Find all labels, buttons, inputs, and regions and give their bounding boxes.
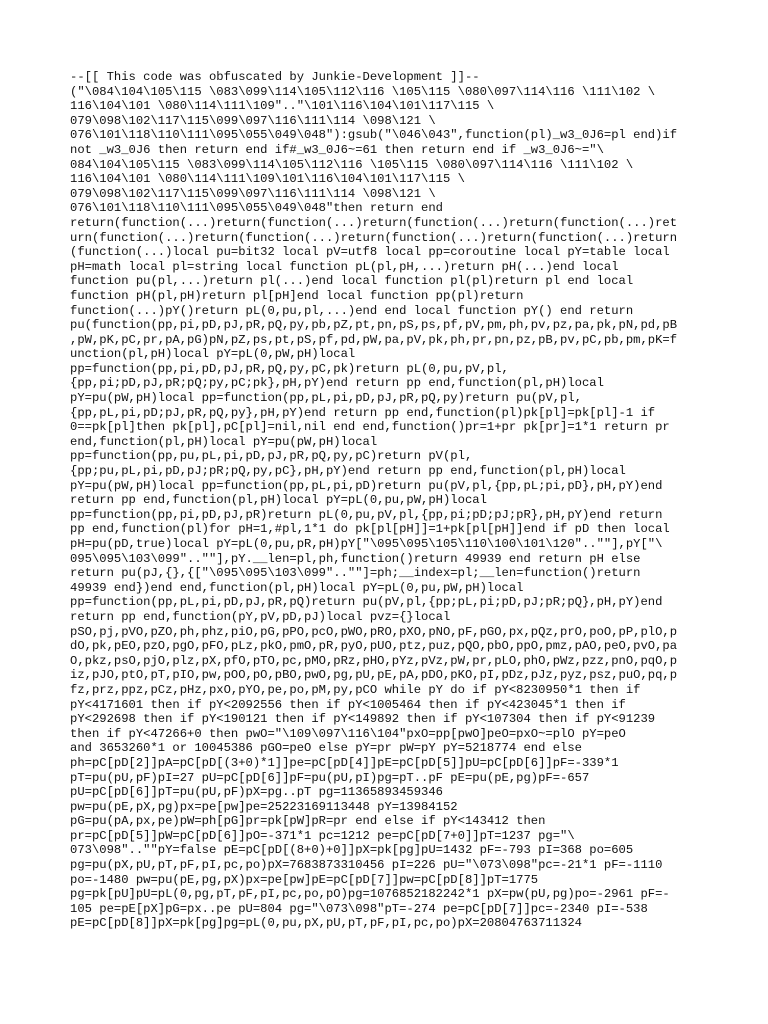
code-line: 095\095\103\099"..""],pY.__len=pl,ph,function()return 49939 end return pH else — [70, 551, 641, 566]
code-line: 073\098"..""pY=false pE=pC[pD[(8+0)+0]]pX=pk[pg]pU=1432 pF=-793 pI=368 po=605 — [70, 843, 634, 858]
code-line: 116\104\101 \080\114\111\109\101\116\104\101\117\115 \ — [70, 172, 465, 187]
code-line: po=-1480 pw=pu(pE,pg,pX)px=pe[pw]pE=pC[pD[7]]pw=pC[pD[8]]pT=1775 — [70, 872, 539, 887]
code-line: pG=pu(pA,px,pe)pW=ph[pG]pr=pk[pW]pR=pr end else if pY<143412 then — [70, 814, 546, 829]
code-line: pp=function(pp,pL,pi,pD,pJ,pR,pQ)return pu(pV,pl,{pp;pL,pi;pD,pJ;pR;pQ},pH,pY)end — [70, 595, 663, 610]
code-line: ("\084\104\105\115 \083\099\114\105\112\116 \105\115 \080\097\114\116 \111\102 \ — [70, 84, 656, 99]
code-line: (function(...)local pu=bit32 local pV=utf8 local pp=coroutine local pY=table local — [70, 245, 670, 260]
code-line: pY<292698 then if pY<190121 then if pY<149892 then if pY<107304 then if pY<91239 — [70, 712, 656, 727]
code-line: pY=pu(pW,pH)local pp=function(pp,pL,pi,pD)return pu(pV,pl,{pp,pL;pi,pD},pH,pY)end — [70, 478, 663, 493]
code-line: 084\104\105\115 \083\099\114\105\112\116 \105\115 \080\097\114\116 \111\102 \ — [70, 157, 634, 172]
code-line: pH=pu(pD,true)local pY=pL(0,pu,pR,pH)pY["\095\095\105\110\100\101\120"..""],pY["\ — [70, 537, 663, 551]
code-line: function pH(pl,pH)return pl[pH]end local function pp(pl)return — [70, 288, 524, 303]
header-comment-line: --[[ This code was obfuscated by Junkie-Development ]]-- — [70, 70, 480, 84]
code-line: 49939 end})end end,function(pl,pH)local pY=pL(0,pu,pW,pH)local — [70, 580, 524, 595]
code-line: iz,pJO,ptO,pT,pIO,pw,pOO,pO,pBO,pwO,pg,pU,pE,pA,pDO,pKO,pI,pDz,pJz,pyz,psz,puO,pq,p — [70, 668, 678, 683]
code-line: pu(function(pp,pi,pD,pJ,pR,pQ,py,pb,pZ,pt,pn,pS,ps,pf,pV,pm,ph,pv,pz,pa,pk,pN,pd,pB — [70, 318, 678, 333]
code-line: 079\098\102\117\115\099\097\116\111\114 \098\121 \ — [70, 186, 436, 201]
code-line: and 3653260*1 or 10045386 pGO=peO else pY=pr pW=pY pY=5218774 end else — [70, 741, 582, 756]
code-line: return pu(pJ,{},{["\095\095\103\099"..""]=ph;__index=pl;__len=function()return — [70, 566, 641, 581]
code-line: pE=pC[pD[8]]pX=pk[pg]pg=pL(0,pu,pX,pU,pT,pF,pI,pc,po)pX=20804763711324 — [70, 916, 582, 931]
code-listing — [70, 70, 710, 931]
code-line: urn(function(...)return(function(...)return(function(...)return(function(...)return — [70, 230, 678, 245]
code-line: pU=pC[pD[6]]pT=pu(pU,pF)pX=pg..pT pg=11365893459346 — [70, 785, 443, 800]
code-line: {pp;pu,pL,pi,pD,pJ;pR;pQ,py,pC},pH,pY)end return pp end,function(pl,pH)local — [70, 464, 626, 479]
code-line: pp end,function(pl)for pH=1,#pl,1*1 do pk[pl[pH]]=1+pk[pl[pH]]end if pD then local — [70, 522, 670, 537]
code-line: pH=math local pl=string local function pL(pl,pH,...)return pH(...)end local — [70, 259, 619, 274]
code-line: O,pkz,psO,pjO,plz,pX,pfO,pTO,pc,pMO,pRz,pHO,pYz,pVz,pW,pr,pLO,phO,pWz,pzz,pnO,pqO,p — [70, 653, 678, 668]
code-line: return pp end,function(pl,pH)local pY=pL(0,pu,pW,pH)local — [70, 493, 487, 508]
code-line: 116\104\101 \080\114\111\109".."\101\116\104\101\117\115 \ — [70, 99, 495, 114]
code-line: function(...)pY()return pL(0,pu,pl,...)end end local function pY() end return — [70, 303, 634, 318]
code-line: function pu(pl,...)return pl(...)end local function pl(pl)return pl end local — [70, 274, 634, 289]
code-line: 0==pk[pl]then pk[pl],pC[pl]=nil,nil end end,function()pr=1+pr pk[pr]=1*1 return pr — [70, 420, 670, 435]
code-line: dO,pk,pEO,pzO,pgO,pFO,pLz,pkO,pmO,pR,pyO,pUO,ptz,puz,pQO,pbO,ppO,pmz,pAO,peO,pvO,pa — [70, 639, 678, 654]
code-line: {pp,pL,pi,pD;pJ,pR,pQ,py},pH,pY)end return pp end,function(pl)pk[pl]=pk[pl]-1 if — [70, 405, 656, 420]
code-line: pp=function(pp,pu,pL,pi,pD,pJ,pR,pQ,py,pC)return pV(pl, — [70, 449, 473, 464]
code-line: ,pW,pK,pC,pr,pA,pG)pN,pZ,ps,pt,pS,pf,pd,pW,pa,pV,pk,ph,pr,pn,pz,pB,pv,pC,pb,pm,pK=f — [70, 332, 678, 347]
code-line: not _w3_0J6 then return end if#_w3_0J6~=61 then return end if _w3_0J6~="\ — [70, 142, 604, 157]
code-line: end,function(pl,pH)local pY=pu(pW,pH)local — [70, 434, 378, 449]
code-line: 105 pe=pE[pX]pG=px..pe pU=804 pg="\073\098"pT=-274 pe=pC[pD[7]]pc=-2340 pI=-538 — [70, 901, 648, 916]
code-line: pg=pu(pX,pU,pT,pF,pI,pc,po)pX=7683873310456 pI=226 pU="\073\098"pc=-21*1 pF=-1110 — [70, 858, 663, 873]
code-line: {pp,pi;pD,pJ,pR;pQ;py,pC;pk},pH,pY)end return pp end,function(pl,pH)local — [70, 376, 604, 391]
code-line: return pp end,function(pY,pV,pD,pJ)local pvz={}local — [70, 609, 451, 624]
code-line: pY=pu(pW,pH)local pp=function(pp,pL,pi,pD,pJ,pR,pQ,py)return pu(pV,pl, — [70, 391, 582, 406]
code-line: pT=pu(pU,pF)pI=27 pU=pC[pD[6]]pF=pu(pU,pI)pg=pT..pF pE=pu(pE,pg)pF=-657 — [70, 770, 590, 785]
code-line: then if pY<47266+0 then pwO="\109\097\116\104"pxO=pp[pwO]peO=pxO~=plO pY=peO — [70, 726, 626, 741]
code-line: pp=function(pp,pi,pD,pJ,pR,pQ,py,pC,pk)return pL(0,pu,pV,pl, — [70, 361, 509, 376]
code-line: pr=pC[pD[5]]pW=pC[pD[6]]pO=-371*1 pc=1212 pe=pC[pD[7+0]]pT=1237 pg="\ — [70, 828, 575, 843]
code-line: pw=pu(pE,pX,pg)px=pe[pw]pe=25223169113448 pY=13984152 — [70, 799, 458, 814]
code-line: 076\101\118\110\111\095\055\049\048"then return end — [70, 201, 443, 216]
code-line: pg=pk[pU]pU=pL(0,pg,pT,pF,pI,pc,po,pO)pg=1076852182242*1 pX=pw(pU,pg)po=-2961 pF=- — [70, 887, 670, 902]
code-line: fz,prz,ppz,pCz,pHz,pxO,pYO,pe,po,pM,py,pCO while pY do if pY<8230950*1 then if — [70, 682, 641, 697]
code-line: pSO,pj,pVO,pZO,ph,phz,piO,pG,pPO,pcO,pWO,pRO,pXO,pNO,pF,pGO,px,pQz,prO,poO,pP,plO,p — [70, 624, 678, 639]
code-line: ph=pC[pD[2]]pA=pC[pD[(3+0)*1]]pe=pC[pD[4]]pE=pC[pD[5]]pU=pC[pD[6]]pF=-339*1 — [70, 755, 619, 770]
code-line: unction(pl,pH)local pY=pL(0,pW,pH)local — [70, 347, 356, 362]
code-line: 076\101\118\110\111\095\055\049\048"):gsub("\046\043",function(pl)_w3_0J6=pl end)if — [70, 128, 678, 143]
code-line: pY<4171601 then if pY<2092556 then if pY<1005464 then if pY<423045*1 then if — [70, 697, 626, 712]
code-line: 079\098\102\117\115\099\097\116\111\114 \098\121 \ — [70, 113, 436, 128]
code-line: return(function(...)return(function(...)return(function(...)return(function(...)ret — [70, 215, 678, 230]
code-line: pp=function(pp,pi,pD,pJ,pR)return pL(0,pu,pV,pl,{pp,pi;pD;pJ;pR},pH,pY)end return — [70, 507, 663, 522]
